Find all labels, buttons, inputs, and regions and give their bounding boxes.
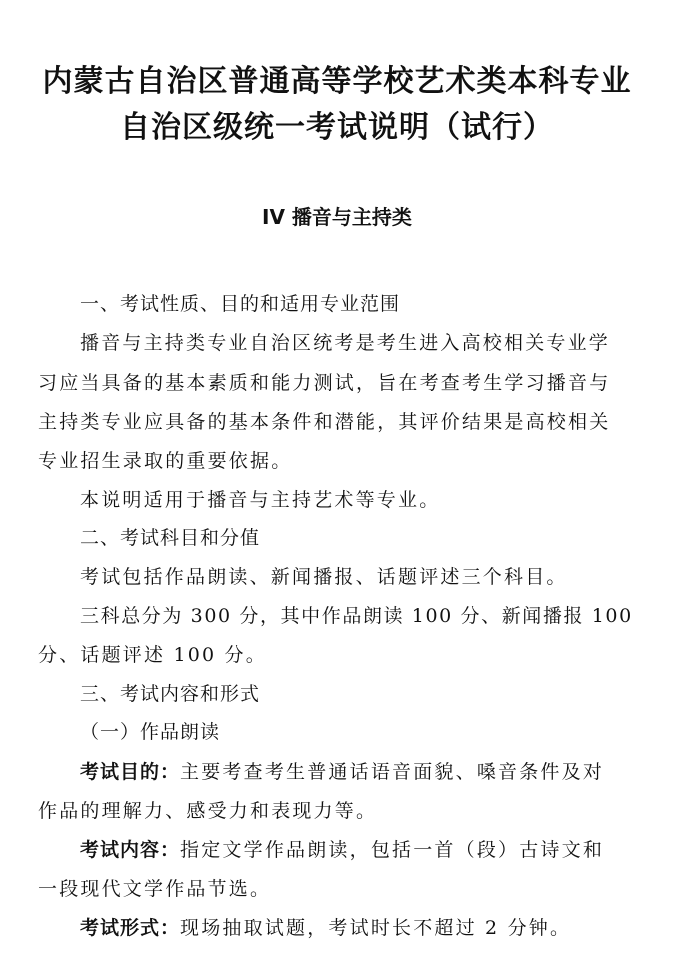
paragraph: 本说明适用于播音与主持艺术等专业。 xyxy=(80,489,441,511)
form-label: 考试形式： xyxy=(80,917,181,939)
section-subtitle: IV 播音与主持类 xyxy=(262,205,412,229)
subsection-heading: （一）作品朗读 xyxy=(80,721,221,743)
paragraph-line: 一段现代文学作品节选。 xyxy=(38,878,272,900)
paragraph: 考试包括作品朗读、新闻播报、话题评述三个科目。 xyxy=(80,566,568,588)
paragraph-line: 播音与主持类专业自治区统考是考生进入高校相关专业学 xyxy=(80,332,611,354)
document-title-line-2: 自治区级统一考试说明（试行） xyxy=(120,110,554,145)
purpose-text: 主要考查考生普通话语音面貌、嗓音条件及对 xyxy=(180,761,605,783)
paragraph-line: 三科总分为 300 分，其中作品朗读 100 分、新闻播报 100 xyxy=(80,605,633,627)
paragraph-line: 作品的理解力、感受力和表现力等。 xyxy=(38,800,378,822)
form-line xyxy=(80,913,674,943)
content-text: 指定文学作品朗读，包括一首（段）古诗文和 xyxy=(180,839,605,861)
form-text: 现场抽取试题，考试时长不超过 2 分钟。 xyxy=(180,917,572,939)
paragraph-line: 习应当具备的基本素质和能力测试，旨在考查考生学习播音与 xyxy=(38,372,611,394)
content-line xyxy=(80,835,674,865)
purpose-line xyxy=(80,757,674,787)
section-3-heading: 三、考试内容和形式 xyxy=(80,683,261,705)
paragraph-line: 主持类专业应具备的基本条件和潜能，其评价结果是高校相关 xyxy=(38,411,611,433)
paragraph-line: 专业招生录取的重要依据。 xyxy=(38,450,293,472)
section-1-heading: 一、考试性质、目的和适用专业范围 xyxy=(80,293,401,315)
content-label: 考试内容： xyxy=(80,839,181,861)
paragraph-line: 分、话题评述 100 分。 xyxy=(38,644,267,666)
section-2-heading: 二、考试科目和分值 xyxy=(80,527,261,549)
purpose-label: 考试目的： xyxy=(80,761,181,783)
document-title-line-1: 内蒙古自治区普通高等学校艺术类本科专业 xyxy=(42,64,632,99)
